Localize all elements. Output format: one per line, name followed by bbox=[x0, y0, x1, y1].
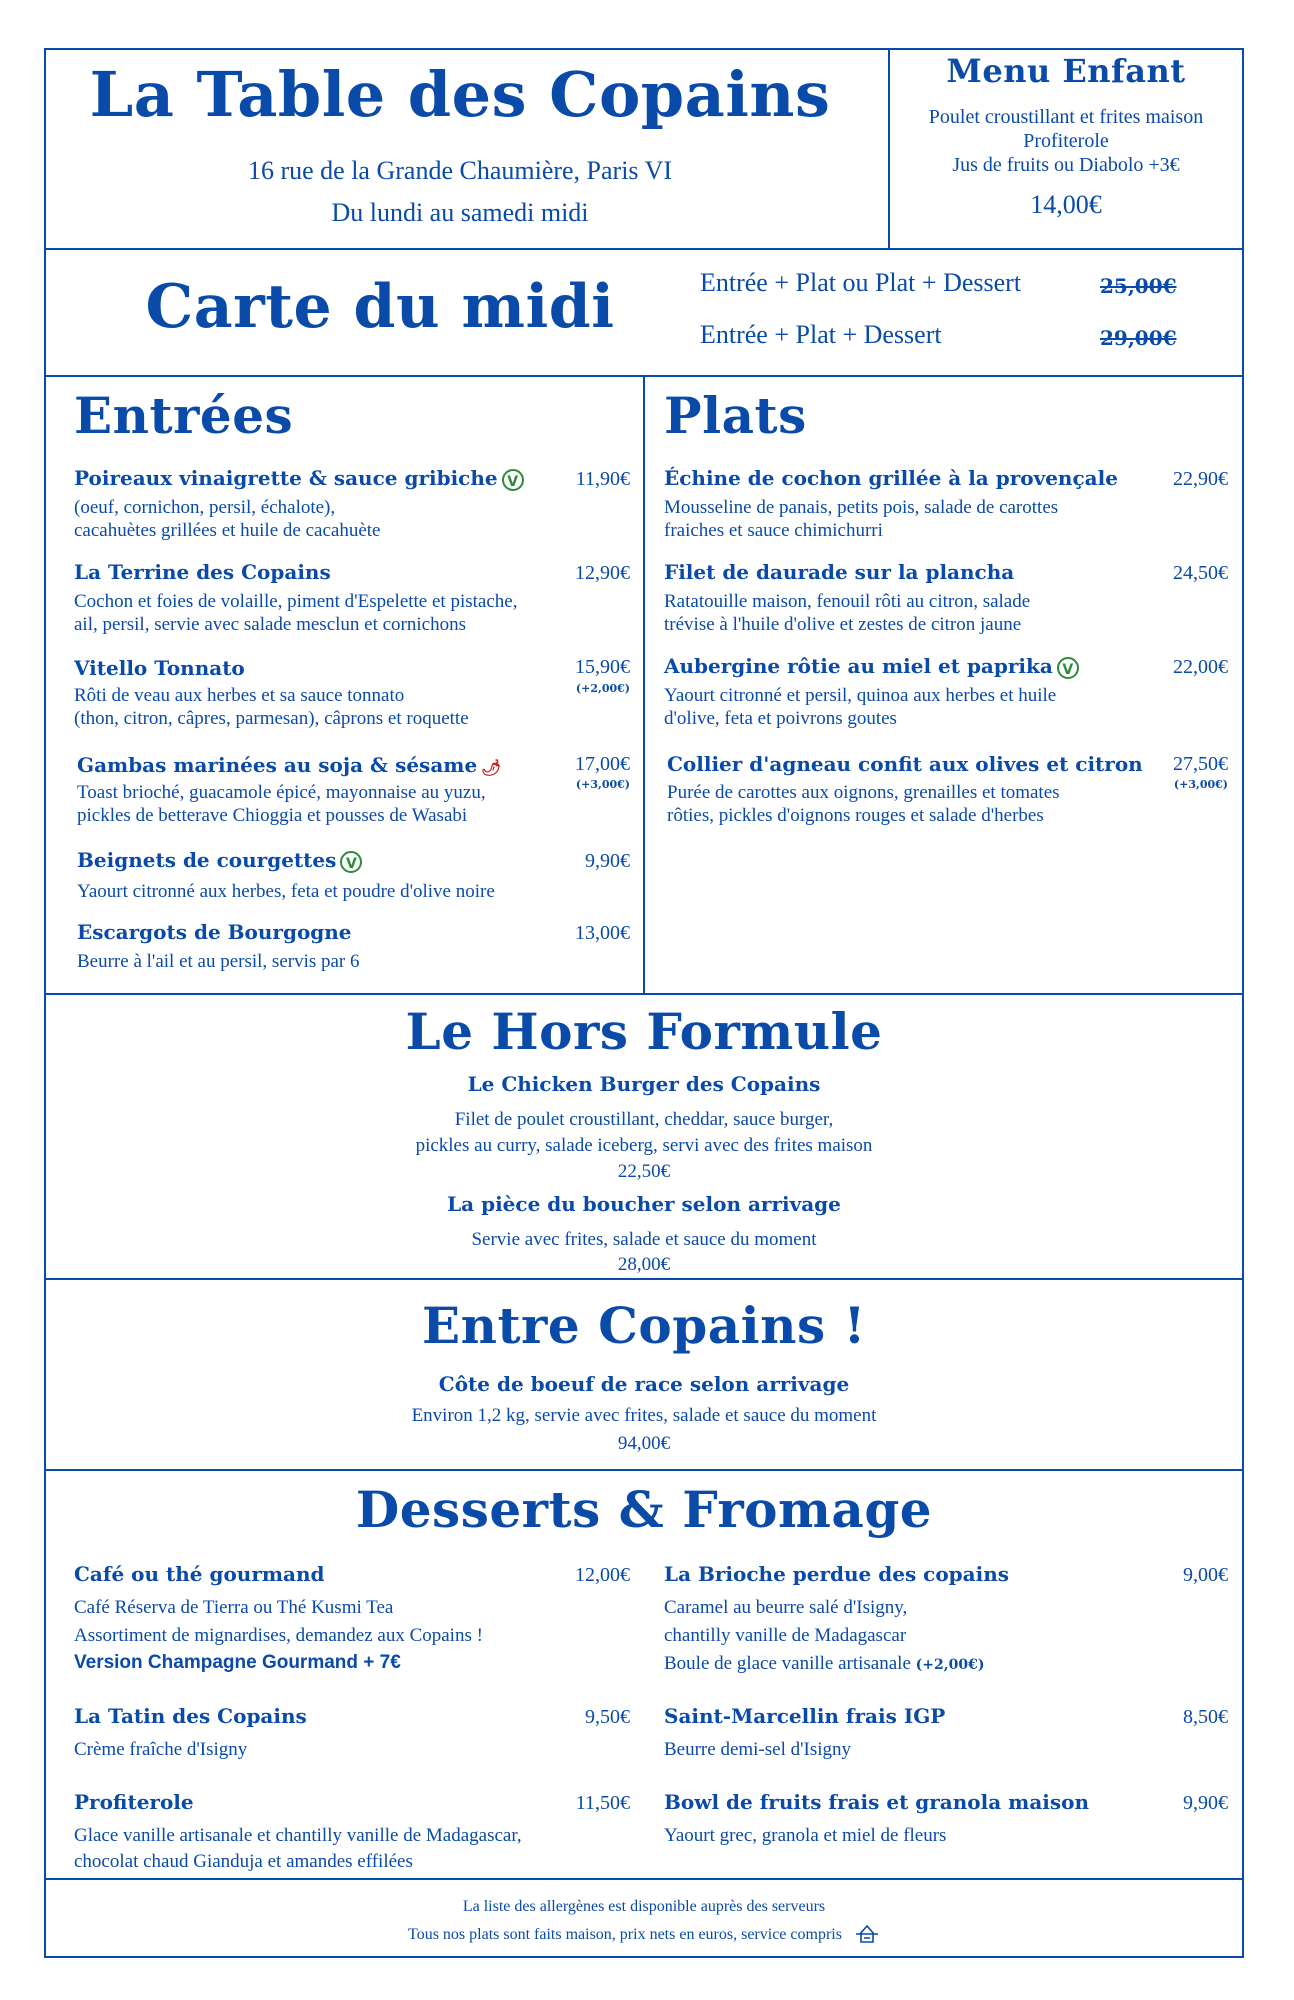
item-description: chocolat chaud Gianduja et amandes effilées bbox=[74, 1851, 413, 1872]
item-name-text: Gambas marinées au soja & sésame bbox=[77, 753, 478, 777]
address: 16 rue de la Grande Chaumière, Paris VI bbox=[247, 156, 673, 185]
item-name: Bowl de fruits frais et granola maison bbox=[664, 1790, 1090, 1814]
item-supplement: (+2,00€) bbox=[575, 682, 630, 695]
item-name: Filet de daurade sur la plancha bbox=[664, 560, 1015, 584]
item-description: (thon, citron, câpres, parmesan), câprons et roquette bbox=[74, 708, 469, 729]
item-price: 9,90€ bbox=[585, 850, 630, 872]
footer-note bbox=[44, 1922, 1244, 1949]
chili-icon: 🌶 bbox=[481, 757, 502, 777]
item-name: Profiterole bbox=[74, 1790, 194, 1814]
item-name: La Terrine des Copains bbox=[74, 560, 331, 584]
item-name: Collier d'agneau confit aux olives et citron bbox=[667, 752, 1143, 776]
vegetarian-icon: V bbox=[340, 851, 362, 873]
item-supplement: (+3,00€) bbox=[575, 778, 630, 791]
item-name: La Tatin des Copains bbox=[74, 1704, 307, 1728]
item-description-text: Boule de glace vanille artisanale bbox=[664, 1653, 911, 1674]
item-description: Rôti de veau aux herbes et sa sauce tonnato bbox=[74, 685, 405, 706]
kids-menu-line: Poulet croustillant et frites maison bbox=[928, 106, 1204, 128]
item-supplement: (+2,00€) bbox=[915, 1657, 985, 1673]
item-description: Crème fraîche d'Isigny bbox=[74, 1739, 248, 1760]
item-description: Yaourt citronné aux herbes, feta et poudre d'olive noire bbox=[77, 881, 495, 902]
item-description: Assortiment de mignardises, demandez aux Copains ! bbox=[74, 1625, 483, 1646]
item-name bbox=[77, 848, 362, 873]
item-name-text: Aubergine rôtie au miel et paprika bbox=[664, 654, 1053, 678]
item-description: (oeuf, cornichon, persil, échalote), bbox=[74, 497, 336, 518]
starters-title: Entrées bbox=[74, 386, 294, 445]
item-description: Cochon et foies de volaille, piment d'Espelette et pistache, bbox=[74, 591, 518, 612]
item-name bbox=[664, 654, 1079, 679]
item-price: 15,90€ bbox=[575, 656, 630, 678]
divider bbox=[44, 1469, 1244, 1471]
item-price: 24,50€ bbox=[1173, 562, 1228, 584]
item-price: 11,90€ bbox=[575, 468, 630, 490]
homemade-icon bbox=[854, 1922, 880, 1949]
vegetarian-icon: V bbox=[1057, 657, 1079, 679]
item-description: Yaourt citronné et persil, quinoa aux herbes et huile bbox=[664, 685, 1057, 706]
item-supplement: (+3,00€) bbox=[1173, 778, 1228, 791]
item-name-text: Beignets de courgettes bbox=[77, 848, 337, 872]
item-price: 13,00€ bbox=[575, 922, 630, 944]
kids-menu-line: Jus de fruits ou Diabolo +3€ bbox=[952, 154, 1180, 176]
item-price: 9,90€ bbox=[1183, 1792, 1228, 1814]
item-name: Escargots de Bourgogne bbox=[77, 920, 352, 944]
item-name bbox=[77, 753, 502, 777]
item-name bbox=[74, 466, 524, 491]
item-price: 12,00€ bbox=[575, 1564, 630, 1586]
item-description: Beurre à l'ail et au persil, servis par 6 bbox=[77, 951, 360, 972]
divider bbox=[44, 248, 1244, 250]
footer-note-text: Tous nos plats sont faits maison, prix nets en euros, service compris bbox=[408, 1926, 842, 1944]
item-price: 17,00€ bbox=[575, 753, 630, 775]
item-price: 9,00€ bbox=[1183, 1564, 1228, 1586]
item-description: Environ 1,2 kg, servie avec frites, salade et sauce du moment bbox=[411, 1405, 877, 1426]
item-price: 94,00€ bbox=[617, 1433, 671, 1454]
item-description bbox=[664, 1652, 984, 1677]
item-name: La pièce du boucher selon arrivage bbox=[447, 1192, 841, 1216]
item-price: 22,50€ bbox=[617, 1161, 671, 1182]
item-description: fraiches et sauce chimichurri bbox=[664, 520, 883, 541]
lunch-title: Carte du midi bbox=[145, 272, 615, 342]
item-description: Yaourt grec, granola et miel de fleurs bbox=[664, 1825, 947, 1846]
divider bbox=[44, 993, 1244, 995]
item-price: 22,90€ bbox=[1173, 468, 1228, 490]
entre-copains-title: Entre Copains ! bbox=[422, 1296, 866, 1355]
item-name-text: Poireaux vinaigrette & sauce gribiche bbox=[74, 466, 498, 490]
divider bbox=[643, 375, 645, 993]
item-description: Version Champagne Gourmand + 7€ bbox=[74, 1652, 401, 1673]
item-name: Échine de cochon grillée à la provençale bbox=[664, 466, 1118, 490]
item-description: pickles de betterave Chioggia et pousses de Wasabi bbox=[77, 805, 468, 826]
opening-hours: Du lundi au samedi midi bbox=[331, 198, 589, 227]
item-name: Côte de boeuf de race selon arrivage bbox=[438, 1372, 850, 1396]
item-description: Purée de carottes aux oignons, grenailles et tomates bbox=[667, 782, 1060, 803]
item-description: Mousseline de panais, petits pois, salade de carottes bbox=[664, 497, 1059, 518]
item-price: 11,50€ bbox=[575, 1792, 630, 1814]
item-price: 22,00€ bbox=[1173, 656, 1228, 678]
kids-menu-line: Profiterole bbox=[1023, 130, 1109, 152]
item-price: 28,00€ bbox=[617, 1254, 671, 1275]
item-name: Saint-Marcellin frais IGP bbox=[664, 1704, 946, 1728]
divider bbox=[44, 1278, 1244, 1280]
divider bbox=[44, 1878, 1244, 1880]
item-name: Le Chicken Burger des Copains bbox=[467, 1072, 821, 1096]
item-description: Caramel au beurre salé d'Isigny, bbox=[664, 1597, 908, 1618]
item-price: 8,50€ bbox=[1183, 1706, 1228, 1728]
item-description: Café Réserva de Tierra ou Thé Kusmi Tea bbox=[74, 1597, 394, 1618]
item-price: 12,90€ bbox=[575, 562, 630, 584]
formula-label: Entrée + Plat + Dessert bbox=[700, 320, 942, 349]
item-description: Glace vanille artisanale et chantilly vanille de Madagascar, bbox=[74, 1825, 522, 1846]
formula-label: Entrée + Plat ou Plat + Dessert bbox=[700, 268, 1022, 297]
formula-price: 29,00€ bbox=[1100, 326, 1177, 350]
item-description: Filet de poulet croustillant, cheddar, sauce burger, bbox=[454, 1109, 834, 1130]
desserts-title: Desserts & Fromage bbox=[355, 1480, 933, 1539]
hors-formule-title: Le Hors Formule bbox=[405, 1002, 883, 1061]
item-description: pickles au curry, salade iceberg, servi avec des frites maison bbox=[415, 1135, 873, 1156]
item-description: trévise à l'huile d'olive et zestes de citron jaune bbox=[664, 614, 1022, 635]
item-description: Toast brioché, guacamole épicé, mayonnaise au yuzu, bbox=[77, 782, 486, 803]
allergens-note: La liste des allergènes est disponible auprès des serveurs bbox=[462, 1898, 826, 1915]
item-name: La Brioche perdue des copains bbox=[664, 1562, 1010, 1586]
item-price: 27,50€ bbox=[1173, 753, 1228, 775]
kids-menu-title: Menu Enfant bbox=[946, 52, 1186, 90]
item-description: Ratatouille maison, fenouil rôti au citron, salade bbox=[664, 591, 1031, 612]
item-price: 9,50€ bbox=[585, 1706, 630, 1728]
item-name: Vitello Tonnato bbox=[74, 656, 245, 680]
item-description: cacahuètes grillées et huile de cacahuète bbox=[74, 520, 381, 541]
item-description: ail, persil, servie avec salade mesclun et cornichons bbox=[74, 614, 466, 635]
item-description: rôties, pickles d'oignons rouges et salade d'herbes bbox=[667, 805, 1044, 826]
vegetarian-icon: V bbox=[502, 469, 524, 491]
item-description: chantilly vanille de Madagascar bbox=[664, 1625, 907, 1646]
item-description: Beurre demi-sel d'Isigny bbox=[664, 1739, 852, 1760]
item-name: Café ou thé gourmand bbox=[74, 1562, 325, 1586]
item-description: d'olive, feta et poivrons goutes bbox=[664, 708, 897, 729]
mains-title: Plats bbox=[664, 386, 807, 445]
item-description: Servie avec frites, salade et sauce du moment bbox=[471, 1229, 817, 1250]
restaurant-name: La Table des Copains bbox=[89, 58, 831, 131]
formula-price: 25,00€ bbox=[1100, 274, 1177, 298]
kids-menu-price: 14,00€ bbox=[1030, 190, 1102, 219]
